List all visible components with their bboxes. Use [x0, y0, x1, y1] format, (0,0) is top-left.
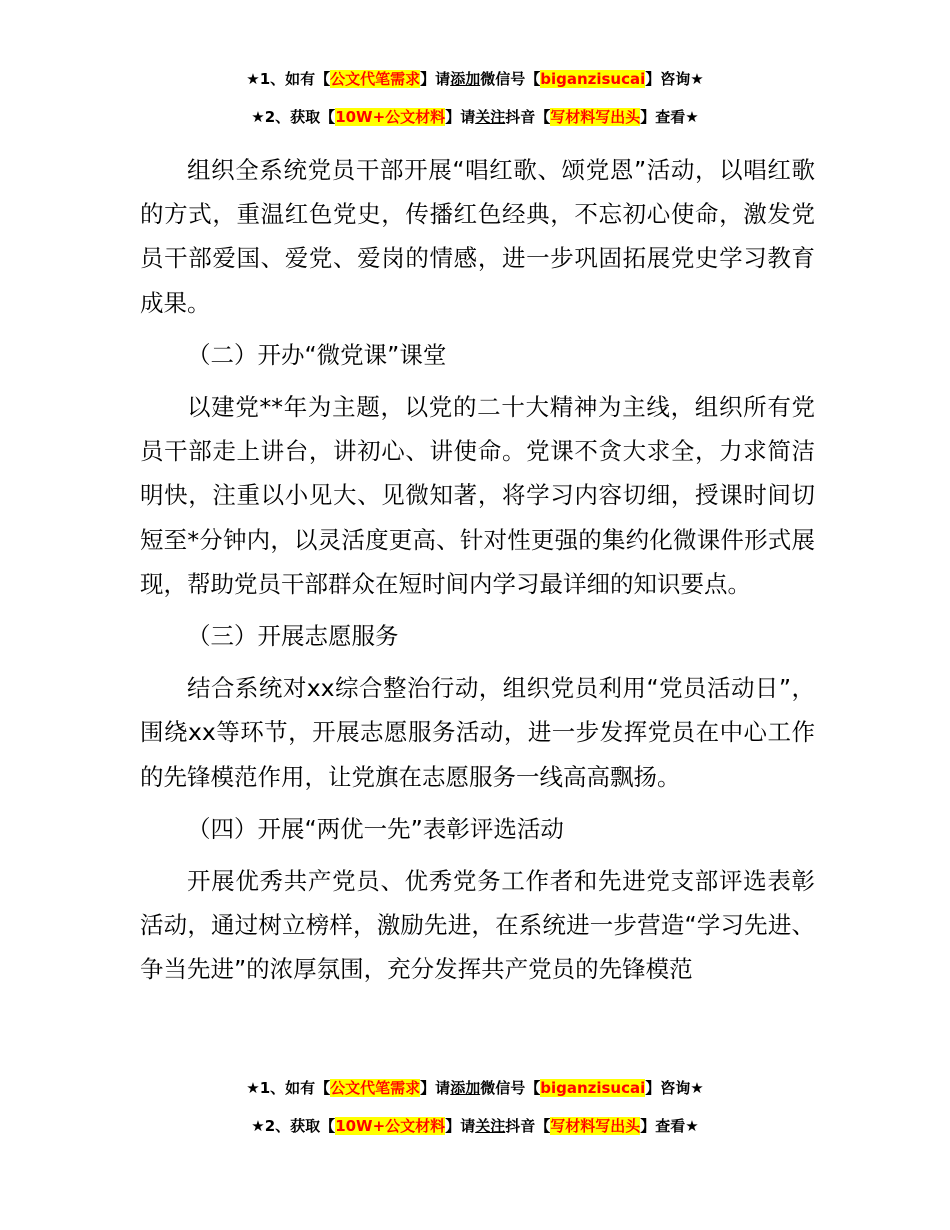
paragraph-commendation: 开展优秀共产党员、优秀党务工作者和先进党支部评选表彰活动，通过树立榜样，激励先进，在系统进一步营造“学习先进、争当先进”的浓厚氛围，充分发挥共产党员的先锋模范: [140, 867, 815, 984]
notice-text: 】请: [420, 70, 451, 88]
notice-suffix: 】咨询★: [645, 1079, 704, 1097]
paragraph-red-songs: 组织全系统党员干部开展“唱红歌、颂党恩”活动，以唱红歌的方式，重温红色党史，传播红色经典，不忘初心使命，激发党员干部爱国、爱党、爱岗的情感，进一步巩固拓展党史学习教育成果。: [140, 156, 815, 317]
notice-text: 】请: [420, 1079, 451, 1097]
section-heading-volunteer-service: （三）开展志愿服务: [187, 622, 399, 651]
notice-underlined: 关注: [475, 108, 506, 126]
notice-prefix: ★1、如有【: [246, 70, 331, 88]
footer-notice-line-1: [0, 1077, 950, 1099]
paragraph-micro-party-class: 以建党**年为主题，以党的二十大精神为主线，组织所有党员干部走上讲台，讲初心、讲使命。党课不贪大求全，力求简洁明快，注重以小见大、见微知著，将学习内容切细，授课时间切短至*分钟内，以灵活度更高、针对性更强的集约化微课件形式展现，帮助党员干部群众在短时间内学习最详细的知识要点。: [140, 393, 815, 598]
document-body: [140, 148, 815, 1000]
notice-suffix: 】查看★: [640, 108, 699, 126]
section-heading-micro-party-class: （二）开办“微党课”课堂: [187, 340, 447, 369]
notice-highlight: biganzisucai: [540, 1079, 646, 1097]
notice-prefix: ★2、获取【: [251, 1117, 336, 1135]
paragraph-volunteer-service: 结合系统对xx综合整治行动，组织党员利用“党员活动日”，围绕xx等环节，开展志愿服务活动，进一步发挥党员在中心工作的先锋模范作用，让党旗在志愿服务一线高高飘扬。: [140, 674, 815, 791]
footer-notice-line-2: [0, 1115, 950, 1137]
notice-highlight: 写材料写出头: [550, 108, 641, 126]
notice-text: 】请: [445, 108, 476, 126]
notice-highlight: 公文代笔需求: [330, 1079, 421, 1097]
notice-highlight: 10W+公文材料: [335, 108, 446, 126]
notice-prefix: ★1、如有【: [246, 1079, 331, 1097]
section-heading-commendation: （四）开展“两优一先”表彰评选活动: [187, 814, 564, 843]
notice-text: 抖音【: [505, 108, 551, 126]
notice-text: 微信号【: [480, 1079, 541, 1097]
notice-suffix: 】查看★: [640, 1117, 699, 1135]
notice-text: 】请: [445, 1117, 476, 1135]
header-notice-line-2: [0, 106, 950, 128]
notice-highlight: 写材料写出头: [550, 1117, 641, 1135]
notice-prefix: ★2、获取【: [251, 108, 336, 126]
notice-highlight: 公文代笔需求: [330, 70, 421, 88]
notice-text: 微信号【: [480, 70, 541, 88]
notice-highlight: 10W+公文材料: [335, 1117, 446, 1135]
notice-underlined: 添加: [450, 70, 481, 88]
notice-underlined: 关注: [475, 1117, 506, 1135]
header-notice-line-1: [0, 68, 950, 90]
notice-highlight: biganzisucai: [540, 70, 646, 88]
notice-text: 抖音【: [505, 1117, 551, 1135]
notice-underlined: 添加: [450, 1079, 481, 1097]
notice-suffix: 】咨询★: [645, 70, 704, 88]
